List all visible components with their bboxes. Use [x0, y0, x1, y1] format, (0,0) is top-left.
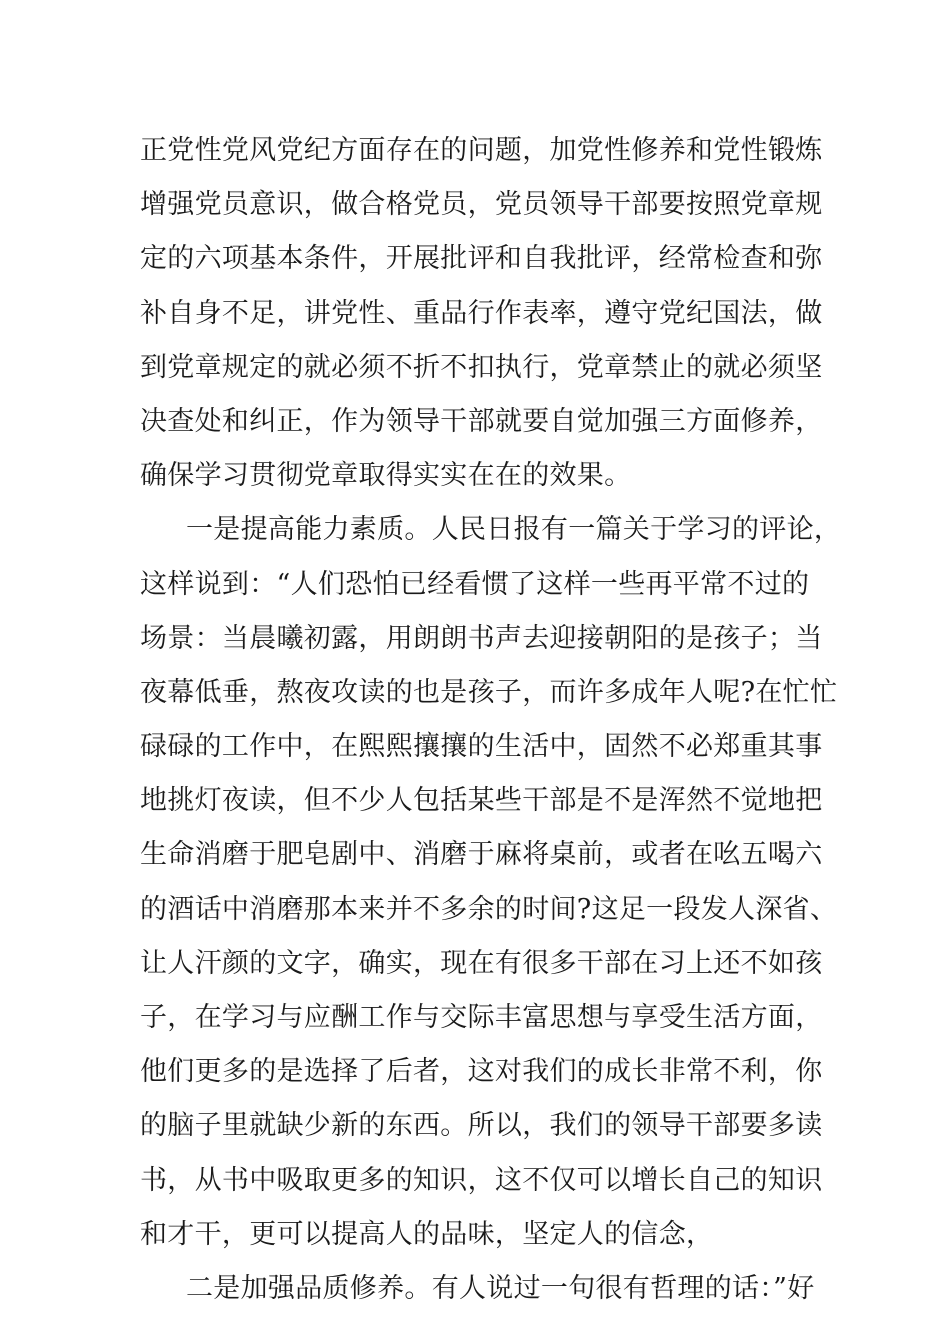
text-line: 地挑灯夜读，但不少人包括某些干部是不是浑然不觉地把	[140, 785, 823, 817]
text-line: 和才干，更可以提高人的品味，坚定人的信念，	[140, 1218, 714, 1250]
text-line: 让人汗颜的文字，确实，现在有很多干部在习上还不如孩	[140, 947, 823, 979]
text-line: 这样说到：“人们恐怕已经看惯了这样一些再平常不过的	[140, 568, 810, 600]
text-line: 确保学习贯彻党章取得实实在在的效果。	[140, 460, 632, 492]
text-line: 子，在学习与应酬工作与交际丰富思想与享受生活方面，	[140, 1002, 823, 1033]
text-line: 决查处和纠正，作为领导干部就要自觉加强三方面修养，	[140, 405, 823, 437]
text-line: 的脑子里就缺少新的东西。所以，我们的领导干部要多读	[140, 1110, 823, 1142]
text-line: 他们更多的是选择了后者，这对我们的成长非常不利，你	[140, 1056, 823, 1088]
text-line: 定的六项基本条件，开展批评和自我批评，经常检查和弥	[140, 243, 823, 275]
text-line: 夜幕低垂，熬夜攻读的也是孩子，而许多成年人呢?在忙忙	[140, 676, 838, 708]
text-line: 补自身不足，讲党性、重品行作表率，遵守党纪国法，做	[140, 297, 823, 329]
text-line: 书，从书中吸取更多的知识，这不仅可以增长自己的知识	[140, 1164, 823, 1196]
paragraph-start-line: 一是提高能力素质。人民日报有一篇关于学习的评论，	[186, 514, 842, 546]
text-line: 碌碌的工作中，在熙熙攘攘的生活中，固然不必郑重其事	[140, 731, 823, 763]
text-line: 到党章规定的就必须不折不扣执行，党章禁止的就必须坚	[140, 351, 823, 383]
text-line: 增强党员意识，做合格党员，党员领导干部要按照党章规	[140, 189, 823, 221]
text-line: 生命消磨于肥皂剧中、消磨于麻将桌前，或者在吆五喝六	[140, 839, 823, 871]
text-line: 的酒话中消磨那本来并不多余的时间?这足一段发人深省、	[140, 893, 838, 925]
text-line: 正党性党风党纪方面存在的问题，加党性修养和党性锻炼	[140, 135, 823, 166]
paragraph-start-line: 二是加强品质修养。有人说过一句很有哲理的话：”好	[186, 1272, 815, 1304]
text-line: 场景：当晨曦初露，用朗朗书声去迎接朝阳的是孩子；当	[140, 622, 823, 654]
body-text	[140, 124, 842, 1316]
